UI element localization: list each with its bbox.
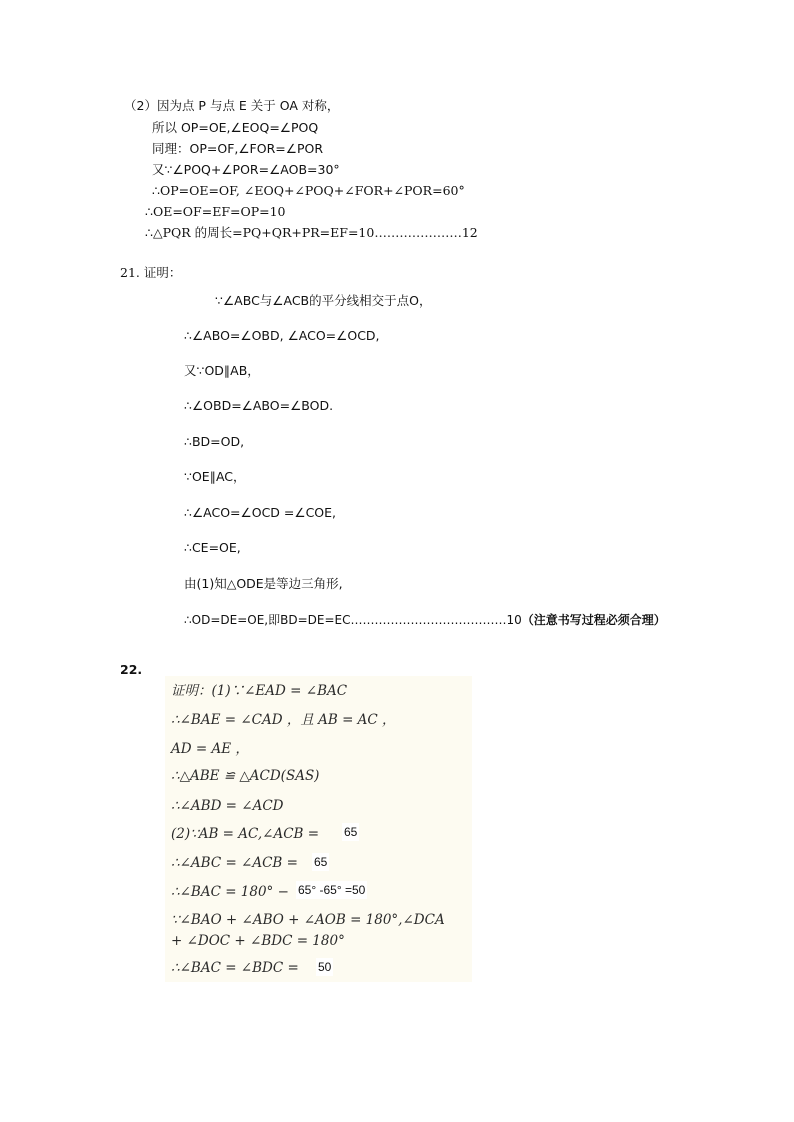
q22-title: 22.	[120, 662, 143, 677]
q21-line	[184, 612, 666, 628]
q21-line: ∵∠ABC与∠ACB的平分线相交于点O，	[215, 293, 432, 308]
q21-line: ∴∠ACO=∠OCD =∠COE,	[184, 505, 337, 520]
q21-final-line: ∴OD=DE=OE,即BD=DE=EC…………………………………10	[184, 613, 522, 627]
q21-line: ∴BD=OD,	[184, 434, 245, 449]
q21-line: ∴∠ABO=∠OBD, ∠ACO=∠OCD,	[184, 328, 380, 343]
answer-acb: 65	[344, 825, 358, 839]
q22-line: ∴∠BAE = ∠CAD ，且 AB = AC ，	[171, 712, 396, 728]
q21-title: 21. 证明：	[120, 265, 182, 280]
part2-line-3: 同理：OP=OF,∠FOR=∠POR	[152, 141, 324, 156]
q21-line: ∵OE∥AC，	[184, 469, 246, 484]
part2-line-5: ∴OP=OE=OF, ∠EOQ+∠POQ+∠FOR+∠POR=60°	[152, 183, 465, 198]
q21-line: ∴∠OBD=∠ABO=∠BOD.	[184, 398, 334, 413]
part2-line-1: （2）因为点 P 与点 E 关于 OA 对称，	[124, 98, 340, 113]
q22-line: 证明：(1)∵∠EAD = ∠BAC	[171, 683, 348, 699]
q22-line: ∴∠BAC = ∠BDC =	[171, 960, 299, 976]
q22-line: ∴∠ABD = ∠ACD	[171, 798, 284, 814]
q22-line: AD = AE ，	[171, 741, 249, 757]
q22-line: (2)∵AB = AC,∠ACB =	[171, 826, 320, 842]
answer-bdc: 50	[318, 960, 332, 974]
q22-line: + ∠DOC + ∠BDC = 180°	[171, 933, 345, 949]
part2-line-7: ∴△PQR 的周长=PQ+QR+PR=EF=10…………………12	[145, 225, 478, 240]
q21-line: ∴CE=OE,	[184, 540, 241, 555]
q21-note: （注意书写过程必须合理）	[521, 613, 666, 627]
q21-line: 又∵OD∥AB，	[184, 363, 260, 378]
part2-line-2: 所以 OP=OE,∠EOQ=∠POQ	[152, 120, 319, 135]
q22-line: ∵∠BAO + ∠ABO + ∠AOB = 180°,∠DCA	[171, 912, 445, 928]
q22-line: ∴△ABE ≌ △ACD(SAS)	[171, 768, 320, 784]
part2-line-4: 又∵∠POQ+∠POR=∠AOB=30°	[152, 162, 340, 177]
answer-bac: 65° -65° =50	[298, 883, 366, 897]
answer-abc: 65	[314, 855, 328, 869]
q21-line: 由(1)知△ODE是等边三角形,	[184, 576, 343, 591]
q22-line: ∴∠BAC = 180° −	[171, 884, 289, 900]
part2-line-6: ∴OE=OF=EF=OP=10	[145, 204, 286, 219]
q22-line: ∴∠ABC = ∠ACB =	[171, 855, 298, 871]
